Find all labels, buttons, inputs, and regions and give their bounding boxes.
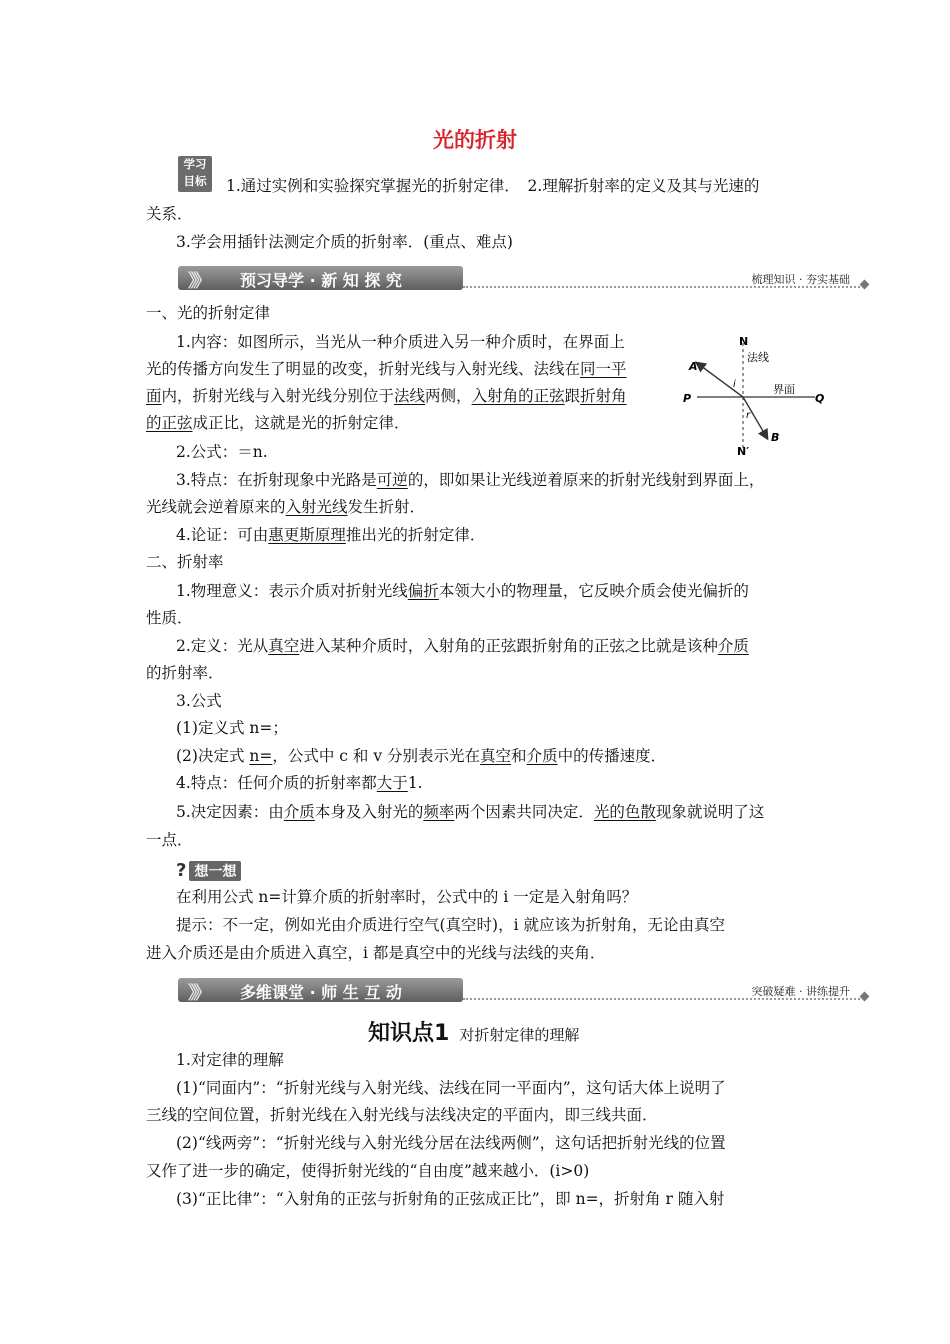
paragraph-line: 三线的空间位置，折射光线在入射光线与法线决定的平面内，即三线共面．: [146, 1106, 658, 1124]
goal-line-2: 关系．: [146, 205, 193, 223]
incident-ray: [697, 363, 743, 397]
page-title: 光的折射: [433, 128, 517, 152]
underlined-answer: 偏折: [407, 582, 439, 600]
text-span: 内，折射光线与入射光线分别位于: [161, 387, 395, 405]
underlined-answer: 介质: [526, 747, 558, 765]
question-icon: ?: [176, 860, 187, 881]
label-N: N: [739, 335, 749, 348]
paragraph-line: 一点．: [146, 831, 193, 849]
paragraph-line: (1)“同面内”：“折射光线与入射光线、法线在同一平面内”，这句话大体上说明了: [176, 1079, 726, 1097]
label-N-prime: N′: [737, 445, 750, 458]
underlined-answer: n=: [249, 747, 273, 765]
knowledge-point-title: 对折射定律的理解: [459, 1026, 580, 1044]
diamond-icon: [860, 992, 870, 1002]
underlined-answer: 的正弦: [146, 414, 193, 432]
goal-line-1: 1.通过实例和实验探究掌握光的折射定律． 2.理解折射率的定义及其与光速的: [226, 177, 760, 195]
paragraph-line: [176, 469, 764, 491]
section-heading: 二、折射率: [146, 553, 224, 571]
text-span: ，公式中 c 和 v 分别表示光在: [272, 747, 481, 765]
label-r: r: [746, 410, 751, 421]
paragraph-line: 性质．: [146, 609, 193, 627]
underlined-answer: 频率: [423, 803, 455, 821]
knowledge-point-heading: [368, 1016, 579, 1047]
label-B: B: [771, 431, 780, 444]
paragraph-line: [146, 358, 627, 380]
text-span: 2.定义：光从: [176, 637, 269, 655]
text-span: 1.: [407, 774, 423, 792]
badge-line-1: 学习: [183, 157, 207, 171]
goal-line-3: 3.学会用插针法测定介质的折射率．(重点、难点): [176, 233, 513, 251]
text-span: 本身及入射光的: [314, 803, 424, 821]
section-banner-classroom: [178, 978, 868, 1004]
knowledge-point-number: 知识点1: [368, 1021, 450, 1046]
think-answer-line: 提示：不一定，例如光由介质进行空气(真空时)，i 就应该为折射角，无论由真空: [176, 916, 725, 934]
think-answer-line: 进入介质还是由介质进入真空，i 都是真空中的光线与法线的夹角．: [146, 944, 606, 962]
underlined-answer: 惠更斯原理: [268, 526, 346, 544]
paragraph-line: [176, 801, 764, 823]
paragraph-line: 1.对定律的理解: [176, 1051, 284, 1069]
paragraph-line: 3.公式: [176, 692, 222, 710]
text-span: 5.决定因素：由: [176, 803, 284, 821]
paragraph-line: [146, 385, 627, 407]
underlined-answer: 折射角: [580, 387, 627, 405]
learning-goal-badge: [178, 156, 212, 192]
paragraph-line: (1)定义式 n=；: [176, 719, 288, 737]
think-label: 想一想: [189, 861, 241, 881]
paragraph-line: [176, 635, 749, 657]
label-normal: 法线: [747, 351, 769, 364]
label-A: A: [689, 360, 698, 373]
banner-subtitle: 突破疑难 · 讲练提升: [751, 985, 850, 998]
text-span: 4.特点：任何介质的折射率都: [176, 774, 377, 792]
paragraph-line: [176, 745, 666, 767]
banner-title: 预习导学 · 新 知 探 究: [240, 271, 402, 290]
label-Q: Q: [815, 392, 825, 405]
banner-title: 多维课堂 · 师 生 互 动: [240, 983, 402, 1002]
paragraph-line: 2.公式：＝n.: [176, 443, 268, 461]
paragraph-line: [176, 580, 749, 602]
paragraph-line: 的折射率．: [146, 664, 224, 682]
paragraph-line: [176, 524, 485, 546]
text-span: 光的传播方向发生了明显的改变，折射光线与入射光线、法线在: [146, 360, 581, 378]
text-span: 推出光的折射定律．: [345, 526, 486, 544]
text-span: 中的传播速度．: [557, 747, 667, 765]
refraction-diagram: [675, 333, 825, 458]
text-span: 1.物理意义：表示介质对折射光线: [176, 582, 408, 600]
underlined-answer: 介质: [717, 637, 749, 655]
diamond-icon: [860, 280, 870, 290]
text-span: 进入某种介质时，入射角的正弦跟折射角的正弦之比就是该种: [299, 637, 718, 655]
underlined-answer: 介质: [283, 803, 315, 821]
think-question: 在利用公式 n=计算介质的折射率时，公式中的 i 一定是入射角吗？: [176, 888, 638, 906]
text-span: 3.特点：在折射现象中光路是: [176, 471, 377, 489]
text-span: 两侧，: [425, 387, 472, 405]
underlined-answer: 入射角的正弦: [471, 387, 565, 405]
text-span: 和: [511, 747, 527, 765]
paragraph-line: 1.内容：如图所示，当光从一种介质进入另一种介质时，在界面上: [176, 333, 625, 351]
underlined-answer: 真空: [480, 747, 512, 765]
text-span: 成正比，这就是光的折射定律．: [192, 414, 410, 432]
underlined-answer: 大于: [376, 774, 408, 792]
label-i: i: [733, 379, 736, 390]
text-span: 光线就会逆着原来的: [146, 498, 286, 516]
banner-subtitle: 梳理知识 · 夯实基础: [751, 273, 850, 286]
underlined-answer: 光的色散: [593, 803, 656, 821]
text-span: 的，即如果让光线逆着原来的折射光线射到界面上，: [407, 471, 765, 489]
underlined-answer: 法线: [394, 387, 426, 405]
paragraph-line: (2)“线两旁”：“折射光线与入射光线分居在法线两侧”，这句话把折射光线的位置: [176, 1134, 726, 1152]
paragraph-line: [146, 496, 425, 518]
chevron-icon: 》》: [188, 271, 207, 292]
text-span: (2)决定式: [176, 747, 250, 765]
text-span: 两个因素共同决定．: [454, 803, 594, 821]
think-box-header: [176, 860, 241, 881]
text-span: 4.论证：可由: [176, 526, 269, 544]
underlined-answer: 真空: [268, 637, 300, 655]
underlined-answer: 同一平: [580, 360, 627, 378]
text-span: 本领大小的物理量，它反映介质会使光偏折的: [438, 582, 749, 600]
underlined-answer: 入射光线: [285, 498, 348, 516]
section-banner-preview: [178, 266, 868, 292]
underlined-answer: 面: [146, 387, 162, 405]
text-span: 发生折射．: [347, 498, 426, 516]
paragraph-line: [146, 412, 410, 434]
chevron-icon: 》》: [188, 983, 207, 1004]
label-P: P: [683, 392, 692, 405]
paragraph-line: [176, 772, 423, 794]
paragraph-line: (3)“正比律”：“入射角的正弦与折射角的正弦成正比”，即 n=，折射角 r 随入射: [176, 1190, 725, 1208]
text-span: 现象就说明了这: [655, 803, 765, 821]
section-heading: 一、光的折射定律: [146, 304, 271, 322]
badge-line-2: 目标: [183, 174, 207, 188]
text-span: 跟: [564, 387, 581, 405]
label-surface: 界面: [773, 383, 795, 396]
underlined-answer: 可逆: [376, 471, 408, 489]
paragraph-line: 又作了进一步的确定，使得折射光线的“自由度”越来越小．(i>0): [146, 1162, 590, 1180]
